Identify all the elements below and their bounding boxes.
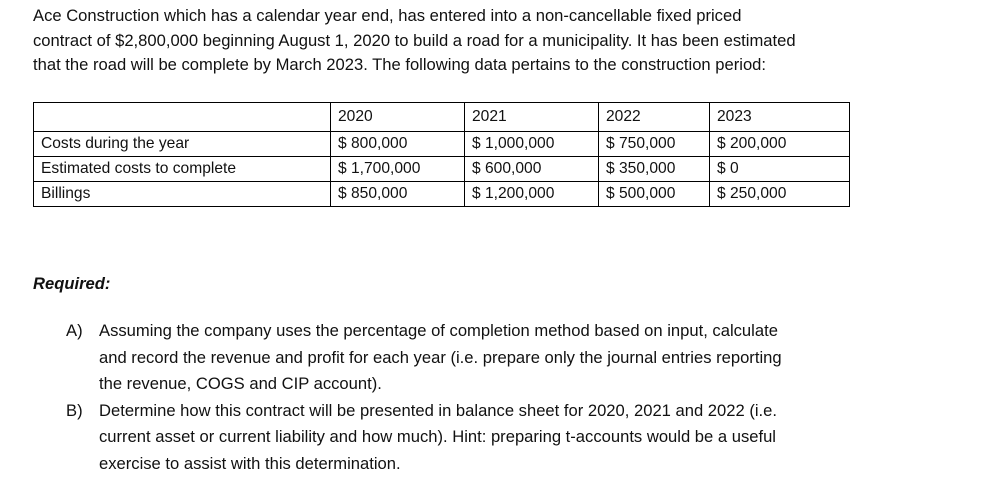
year-header: 2021 [465, 103, 599, 132]
table-row [34, 182, 850, 207]
year-header: 2022 [599, 103, 710, 132]
item-line: exercise to assist with this determination. [99, 453, 401, 473]
row-label: Estimated costs to complete [34, 157, 331, 182]
table-cell: $ 200,000 [710, 132, 850, 157]
item-marker: B) [66, 400, 83, 420]
table-cell: $ 750,000 [599, 132, 710, 157]
header-blank-cell [34, 103, 331, 132]
table-cell: $ 1,700,000 [331, 157, 465, 182]
required-list [66, 318, 966, 477]
table-header-row [34, 103, 850, 132]
table-cell: $ 350,000 [599, 157, 710, 182]
year-header: 2020 [331, 103, 465, 132]
intro-line: Ace Construction which has a calendar year end, has entered into a non-cancellable fixed priced [33, 6, 742, 25]
table-cell: $ 500,000 [599, 182, 710, 207]
table-cell: $ 0 [710, 157, 850, 182]
table-row [34, 132, 850, 157]
item-marker: A) [66, 321, 83, 340]
intro-line: contract of $2,800,000 beginning August 1, 2020 to build a road for a municipality. It has been estimated [33, 30, 796, 50]
intro-paragraph [33, 4, 973, 78]
table-cell: $ 800,000 [331, 132, 465, 157]
table-cell: $ 850,000 [331, 182, 465, 207]
table-cell: $ 1,000,000 [465, 132, 599, 157]
item-line: Determine how this contract will be presented in balance sheet for 2020, 2021 and 2022 (i.e. [99, 400, 777, 420]
row-label: Billings [34, 182, 331, 207]
table-cell: $ 600,000 [465, 157, 599, 182]
table-row [34, 157, 850, 182]
list-item [66, 318, 966, 398]
table-cell: $ 250,000 [710, 182, 850, 207]
item-line: current asset or current liability and how much). Hint: preparing t-accounts would be a useful [99, 427, 776, 446]
construction-data-table [33, 102, 850, 207]
item-line: and record the revenue and profit for each year (i.e. prepare only the journal entries reporting [99, 347, 782, 367]
item-line: the revenue, COGS and CIP account). [99, 374, 382, 393]
required-heading: Required: [33, 274, 111, 293]
year-header: 2023 [710, 103, 850, 132]
list-item [66, 398, 966, 478]
item-line: Assuming the company uses the percentage of completion method based on input, calculate [99, 321, 778, 340]
table-cell: $ 1,200,000 [465, 182, 599, 207]
intro-line: that the road will be complete by March 2023. The following data pertains to the construction period: [33, 55, 767, 74]
row-label: Costs during the year [34, 132, 331, 157]
